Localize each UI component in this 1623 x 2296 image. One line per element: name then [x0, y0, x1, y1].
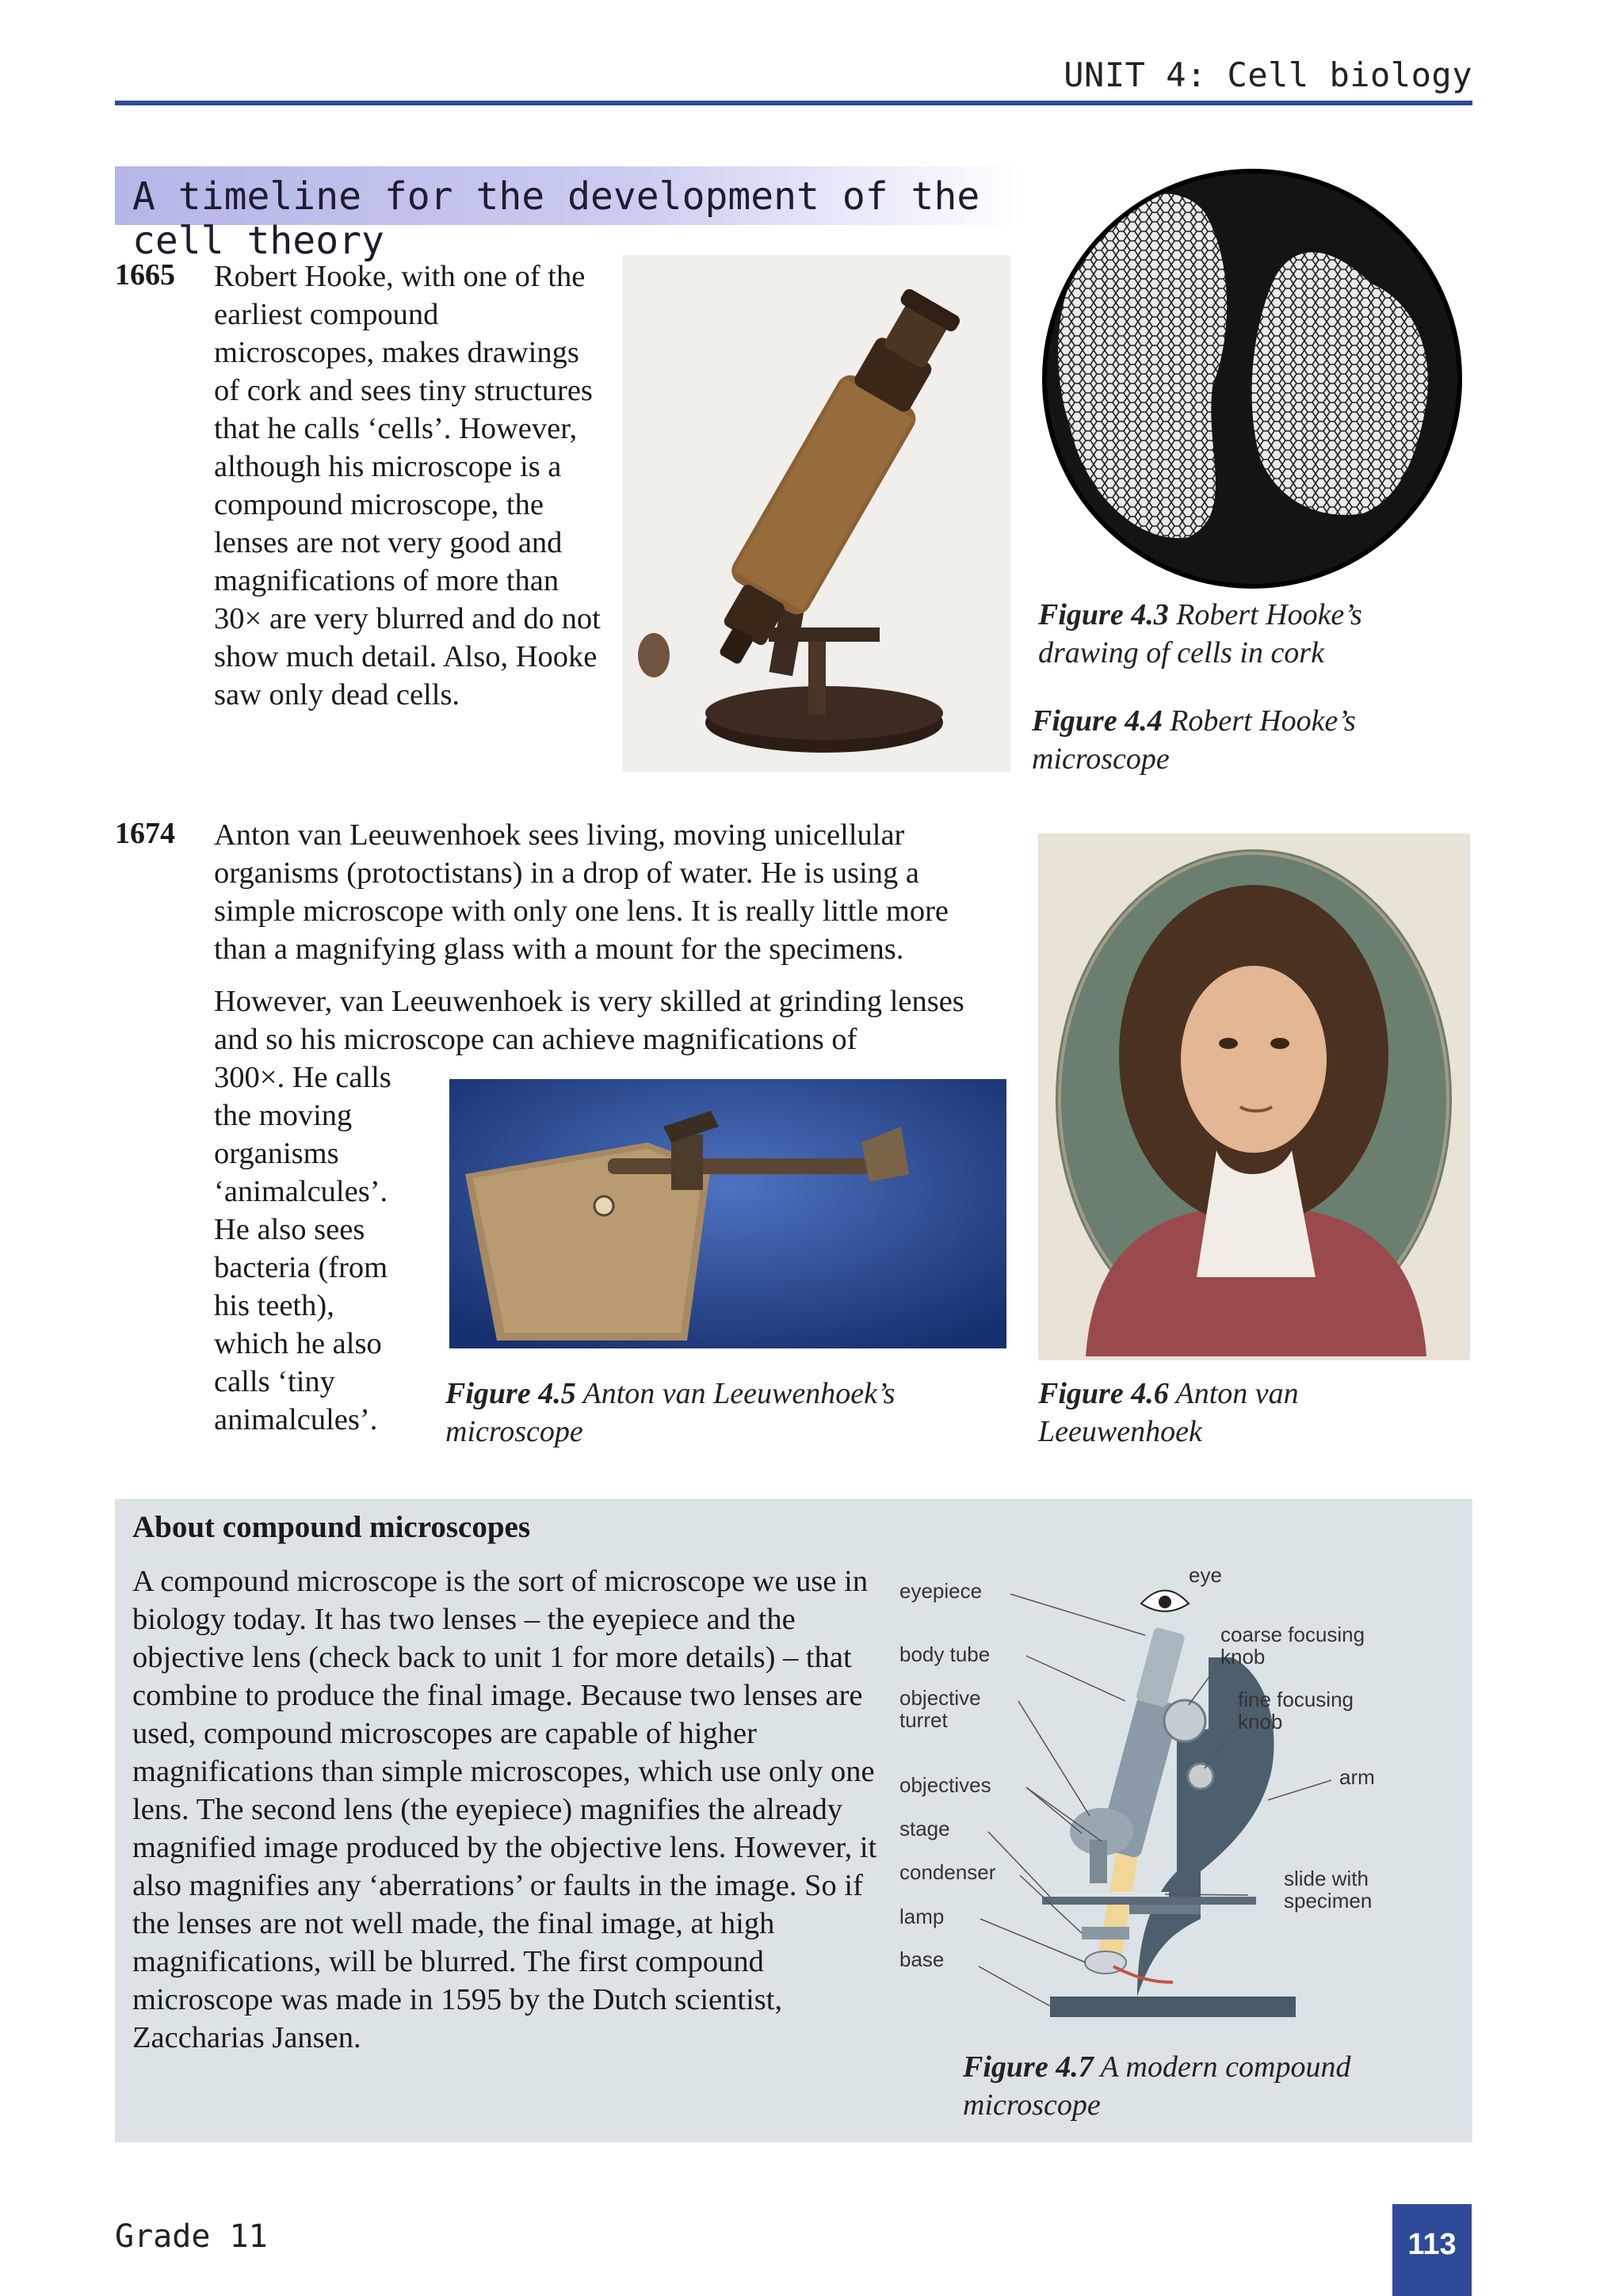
- hooke-cork-drawing: [1038, 165, 1472, 597]
- page-number-box: [1392, 2204, 1472, 2296]
- figure-4-5-caption: Figure 4.5 Anton van Leeuwenhoek’s microscope: [445, 1377, 896, 1448]
- diagram-label-coarse-1: coarse focusing: [1220, 1623, 1365, 1646]
- diagram-label-objective-turret-1: objective: [899, 1686, 981, 1710]
- figure-4-7-caption: Figure 4.7 A modern compound microscope: [963, 2050, 1351, 2122]
- figure-4-4-caption: Figure 4.4 Robert Hooke’s microscope: [1032, 704, 1356, 776]
- leeuwenhoek-microscope-image: [449, 1079, 1006, 1348]
- diagram-label-lamp: lamp: [899, 1905, 945, 1928]
- section-heading-band: [115, 166, 1026, 263]
- diagram-label-fine-2: knob: [1238, 1710, 1283, 1733]
- figure-4-3-caption: Figure 4.3 Robert Hooke’s drawing of cells in cork: [1038, 598, 1362, 669]
- diagram-label-base: base: [899, 1947, 945, 1971]
- timeline-text-1674-end: 300×. He calls the moving organisms ‘animalcules’. He also sees bacteria (from his teeth), which he also calls ‘tiny animalcules’.: [214, 1061, 391, 1436]
- diagram-label-slide-2: specimen: [1284, 1889, 1373, 1913]
- info-box-heading: About compound microscopes: [132, 1510, 530, 1544]
- unit-title: UNIT 4: Cell biology: [1064, 55, 1472, 94]
- diagram-label-eye: eye: [1189, 1563, 1222, 1587]
- diagram-label-objective-turret-2: turret: [899, 1708, 948, 1732]
- diagram-label-eyepiece: eyepiece: [899, 1579, 983, 1603]
- timeline-text-1665: Robert Hooke, with one of the earliest compound microscopes, makes drawings of cork and sees tiny structures that he calls ‘cells’. However, although his microscope is a compound microscope, the lenses are not very good and magnifications of more than 30× are very blurred and do not show much detail. Also, Hooke saw only dead cells.: [214, 260, 601, 711]
- diagram-label-slide-1: slide with: [1284, 1867, 1369, 1890]
- figure-4-6-caption: Figure 4.6 Anton van Leeuwenhoek: [1038, 1377, 1299, 1448]
- leeuwenhoek-portrait-image: [1038, 833, 1470, 1360]
- timeline-year-1674: 1674: [115, 817, 175, 850]
- info-box-text: A compound microscope is the sort of microscope we use in biology today. It has two lenses – the eyepiece and the objective lens (check back to unit 1 for more details) – that combine to produce the final image. Because two lenses are used, compound microscopes are capable of higher magnifications than simple microscopes, which use only one lens. The second lens (the eyepiece) magnifies the already magnified image produced by the objective lens. However, it also magnifies any ‘aberrations’ or faults in the image. So if the lenses are not well made, the final image, at high magnifications, will be blurred. The first compound microscope was made in 1595 by the Dutch scientist, Zaccharias Jansen.: [132, 1565, 877, 2054]
- diagram-label-stage: stage: [899, 1817, 950, 1840]
- diagram-label-condenser: condenser: [899, 1860, 996, 1884]
- diagram-label-arm: arm: [1339, 1765, 1375, 1789]
- section-heading: A timeline for the development of the cell theory: [132, 174, 980, 263]
- diagram-label-fine-1: fine focusing: [1238, 1688, 1354, 1711]
- hooke-microscope-image: [622, 255, 1010, 772]
- diagram-label-objectives: objectives: [899, 1773, 991, 1797]
- timeline-year-1665: 1665: [115, 258, 175, 292]
- timeline-text-1674: Anton van Leeuwenhoek sees living, moving unicellular organisms (protoctistans) in a drop of water. He is using a simple microscope with only one lens. It is really little more than a magnifying glass with a mount for the specimens.: [214, 818, 949, 966]
- compound-microscope-diagram: [899, 1539, 1407, 2046]
- timeline-text-1674-continued: However, van Leeuwenhoek is very skilled at grinding lenses and so his microscope can achieve magnifications of: [214, 985, 964, 1056]
- diagram-label-body-tube: body tube: [899, 1642, 991, 1666]
- diagram-label-coarse-2: knob: [1220, 1645, 1266, 1669]
- header-rule: [115, 101, 1472, 105]
- grade-label: Grade 11: [115, 2218, 268, 2255]
- page-number: 113: [1407, 2228, 1457, 2261]
